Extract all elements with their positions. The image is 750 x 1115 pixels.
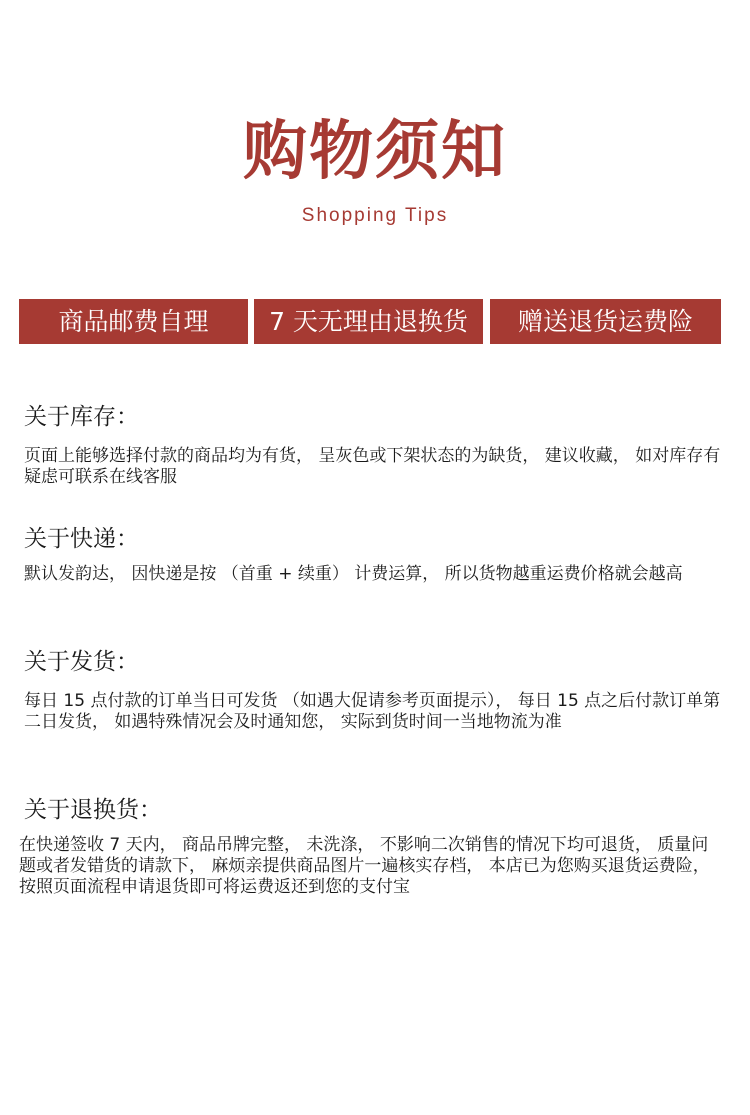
badge-seven-day-return: 7 天无理由退换货: [254, 299, 483, 344]
badge-shipping-fee: 商品邮费自理: [19, 299, 248, 344]
section-heading-delivery: 关于快递：: [24, 526, 139, 552]
section-body-stock: 页面上能够选择付款的商品均为有货， 呈灰色或下架状态的为缺货， 建议收藏， 如对库存有疑虑可联系在线客服: [24, 446, 721, 487]
section-heading-stock: 关于库存：: [24, 404, 139, 430]
section-body-delivery: 默认发韵达， 因快递是按 （首重 + 续重） 计费运算， 所以货物越重运费价格就会越高: [24, 564, 683, 584]
section-body-shipping: 每日 15 点付款的订单当日可发货 （如遇大促请参考页面提示）， 每日 15 点之后付款订单第二日发货， 如遇特殊情况会及时通知您， 实际到货时间一当地物流为准: [24, 691, 721, 732]
section-heading-shipping: 关于发货：: [24, 649, 139, 675]
section-body-returns: 在快递签收 7 天内， 商品吊牌完整， 未洗涤， 不影响二次销售的情况下均可退货， 质量问题或者发错货的请款下， 麻烦亲提供商品图片一遍核实存档， 本店已为您购买退货运费险， 按照页面流程申请退货即可将运费返还到您的支付宝: [19, 835, 710, 897]
section-heading-returns: 关于退换货：: [24, 797, 162, 823]
page-title: 购物须知: [243, 115, 507, 189]
badge-return-insurance: 赠送退货运费险: [490, 299, 721, 344]
page-subtitle: Shopping Tips: [301, 205, 449, 226]
